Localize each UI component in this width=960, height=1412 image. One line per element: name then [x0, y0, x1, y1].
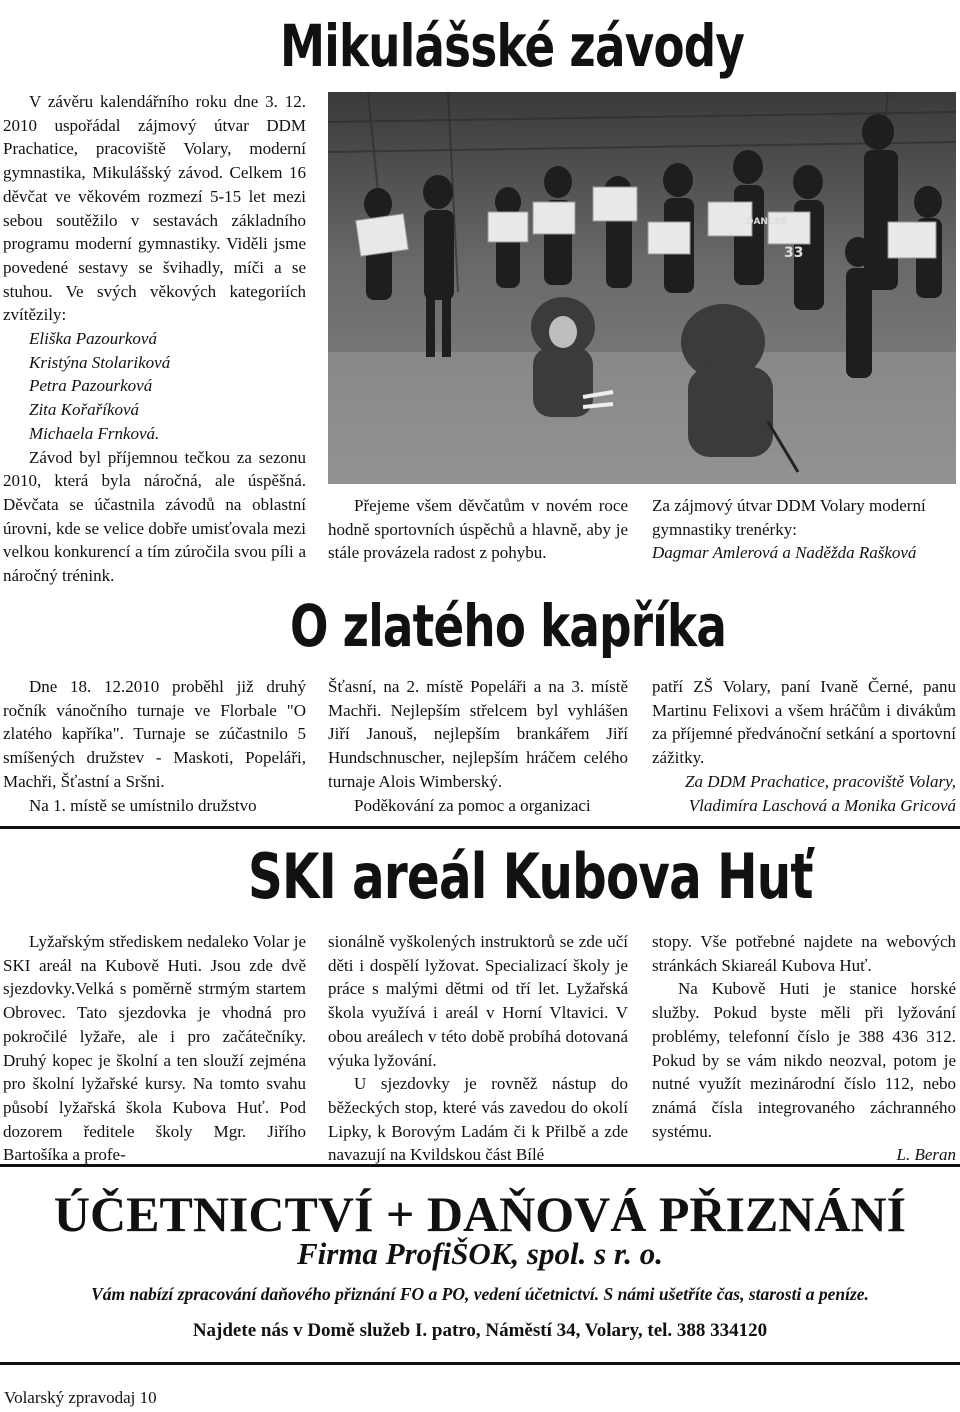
article-title: SKI areál Kubova Huť: [248, 840, 813, 913]
article-paragraph: Na Kubově Huti je stanice horské služby. Pokud byste měli při lyžování problémy, telefonní číslo je 388 436 312. Pokud by se vám nikdo neozval, potom je nutné využít mezinárodní číslo 112, nebo známá čísla integrovaného záchranného systému.: [652, 979, 956, 1141]
article-signature: Dagmar Amlerová a Naděžda Rašková: [652, 543, 917, 563]
article-paragraph: Na 1. místě se umístnilo družstvo: [29, 795, 257, 815]
article-paragraph: Šťasní, na 2. místě Popeláři a na 3. místě Machři. Nejlepším střelcem byl vyhlášen Jiří Janouš, nejlepším brankářem Jiří Hundschnuscher, nejlepším hráčem celého turnaje Alois Wimberský.: [328, 677, 628, 791]
ad-company: Firma ProfiŠOK, spol. s r. o.: [296, 1236, 664, 1271]
article-title: O zlatého kapříka: [290, 592, 727, 660]
article-paragraph: Poděkování za pomoc a organizaci: [354, 795, 591, 815]
article-signature: Vladimíra Laschová a Monika Gricová: [688, 795, 956, 815]
winner-name: Kristýna Stolariková: [29, 352, 171, 372]
article-column: [652, 930, 956, 1167]
section-divider: [0, 826, 960, 829]
article-author: L. Beran: [896, 1145, 956, 1165]
section-divider: [0, 1164, 960, 1167]
winner-list: [3, 327, 306, 446]
article-paragraph: Závod byl příjemnou tečkou za sezonu 2010, která byla náročná, ale úspěšná. Děvčata se účastnila závodů na oblastní úrovni, kde se velice dobře umisťovala mezi velkou konkurencí a tím zúročila svou píli a náročný trénink.: [3, 447, 306, 586]
article-paragraph: Lyžařským střediskem nedaleko Volar je SKI areál na Kubově Huti. Jsou zde dvě sjezdovky.Velká s poměrně strmým startem Obrovec. Tato sjezdovka je vhodná pro pokročilé lyžaře, ale i pro začátečníky. Druhý kopec je školní a ten slouží zejména pro školní lyžařské kursy. Na tomto svahu působí lyžařská škola Kubova Huť. Pod dozorem ředitele školy Mgr. Jiřího Bartošíka a profe-: [3, 932, 306, 1165]
article-title: Mikulášské závody: [280, 12, 745, 80]
article-column: [328, 494, 628, 565]
winner-name: Petra Pazourková: [29, 376, 153, 396]
winner-name: Zita Kořaříková: [29, 400, 140, 420]
article-column: [652, 494, 956, 565]
ad-address: Najdete nás v Domě služeb I. patro, Náměstí 34, Volary, tel. 388 334120: [192, 1320, 768, 1341]
article-column: [3, 675, 306, 817]
article-paragraph: Dne 18. 12.2010 proběhl již druhý ročník vánočního turnaje ve Florbale "O zlatého kapříka". Turnaje se zúčastnilo 5 smíšených družstev - Maskoti, Popeláři, Machři, Šťastní a Sršni.: [3, 677, 306, 791]
article-paragraph: V závěru kalendářního roku dne 3. 12. 2010 uspořádal zájmový útvar DDM Prachatice, pracoviště Volary, moderní gymnastika, Mikulášský závod. Celkem 16 děvčat ve věkovém rozmezí 5-15 let mezi sebou soutěžilo v sestavách základního programu moderní gymnastiky. Viděli jsme povedené sestavy se švihadly, míči a se stuhou. Ve svých věkových kategoriích zvítězily:: [3, 92, 306, 325]
article-column: [3, 930, 306, 1167]
ad-offer: Vám nabízí zpracování daňového přiznání FO a PO, vedení účetnictví. S námi ušetříte čas, starosti a peníze.: [91, 1284, 869, 1304]
section-divider: [0, 1362, 960, 1365]
article-paragraph: Přejeme všem děvčatům v novém roce hodně sportovních úspěchů a hlavně, aby je stále provázela radost z pohybu.: [328, 496, 628, 563]
winner-name: Eliška Pazourková: [29, 329, 157, 349]
shirt-number: 33: [784, 245, 804, 261]
article-paragraph: sionálně vyškolených instruktorů se zde učí děti i dospělí lyžovat. Specializací školy je práce s malými dětmi od tří let. Lyžařská škola využívá i areál v Horní Vltavici. V obou areálech v této době probíhá dotovaná výuka lyžování.: [328, 932, 628, 1070]
article-column: [3, 90, 306, 588]
article-paragraph: patří ZŠ Volary, paní Ivaně Černé, panu Martinu Felixovi a všem hráčům i divákům za příjemné předvánoční setkání a sportovní zážitky.: [652, 677, 956, 768]
article-column: [328, 930, 628, 1167]
ad-headline: ÚČETNICTVÍ + DAŇOVÁ PŘIZNÁNÍ: [53, 1186, 907, 1242]
gymnasts-photo: [328, 92, 956, 484]
article-paragraph: stopy. Vše potřebné najdete na webových stránkách Skiareál Kubova Huť.: [652, 932, 956, 975]
article-signoff: Za zájmový útvar DDM Volary moderní gymnastiky trenérky:: [652, 496, 926, 539]
shirt-text: DANCER: [746, 217, 788, 227]
article-column: [328, 675, 628, 817]
article-column: [652, 675, 956, 817]
page-footer: Volarský zpravodaj 10: [4, 1388, 157, 1407]
winner-name: Michaela Frnková.: [29, 423, 160, 443]
article-paragraph: U sjezdovky je rovněž nástup do běžeckých stop, které vás zavedou do okolí Lipky, k Borovým Ladám či k Přilbě a zde navazují na Kvildskou část Bílé: [328, 1074, 628, 1165]
article-signature: Za DDM Prachatice, pracoviště Volary,: [684, 771, 956, 791]
